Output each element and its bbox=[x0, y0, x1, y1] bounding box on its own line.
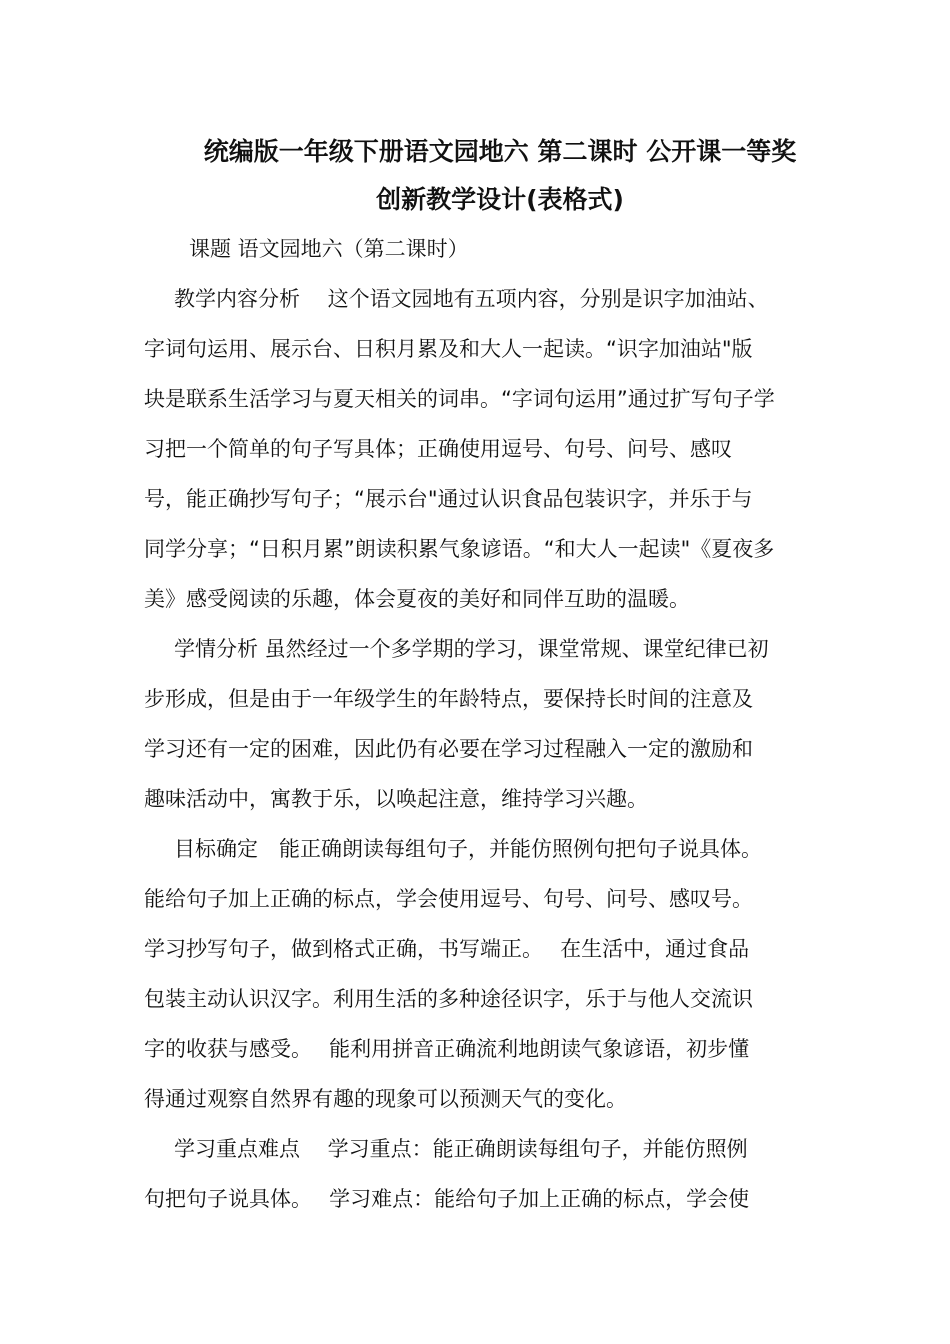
text-line: 目标确定 能正确朗读每组句子，并能仿照例句把句子说具体。 bbox=[174, 837, 762, 861]
subject-line: 课题 语文园地六（第二课时） bbox=[189, 237, 469, 261]
text-line: 学情分析 虽然经过一个多学期的学习，课堂常规、课堂纪律已初 bbox=[174, 637, 769, 661]
text-line: 块是联系生活学习与夏天相关的词串。“字词句运用”通过扩写句子学 bbox=[144, 387, 775, 411]
text-line: 学习重点难点 学习重点：能正确朗读每组句子，并能仿照例 bbox=[174, 1137, 748, 1161]
document-title-line-2: 创新教学设计(表格式) bbox=[376, 185, 624, 214]
text-line: 趣味活动中，寓教于乐，以唤起注意，维持学习兴趣。 bbox=[144, 787, 648, 811]
text-line: 习把一个简单的句子写具体；正确使用逗号、句号、问号、感叹 bbox=[144, 437, 732, 461]
text-line: 步形成，但是由于一年级学生的年龄特点，要保持长时间的注意及 bbox=[144, 687, 753, 711]
text-line: 能给句子加上正确的标点，学会使用逗号、句号、问号、感叹号。 bbox=[144, 887, 753, 911]
text-line: 美》感受阅读的乐趣，体会夏夜的美好和同伴互助的温暖。 bbox=[144, 587, 690, 611]
text-line: 教学内容分析 这个语文园地有五项内容，分别是识字加油站、 bbox=[174, 287, 769, 311]
text-line: 字的收获与感受。 能利用拼音正确流利地朗读气象谚语，初步懂 bbox=[144, 1037, 750, 1061]
text-line: 号，能正确抄写句子；“展示台"通过认识食品包装识字，并乐于与 bbox=[144, 487, 753, 511]
text-line: 学习还有一定的困难，因此仍有必要在学习过程融入一定的激励和 bbox=[144, 737, 753, 761]
document-title-line-1: 统编版一年级下册语文园地六 第二课时 公开课一等奖 bbox=[203, 137, 797, 166]
text-line: 包装主动认识汉字。利用生活的多种途径识字，乐于与他人交流识 bbox=[144, 987, 753, 1011]
text-line: 同学分享；“日积月累”朗读积累气象谚语。“和大人一起读"《夏夜多 bbox=[144, 537, 775, 561]
text-line: 字词句运用、展示台、日积月累及和大人一起读。“识字加油站"版 bbox=[144, 337, 753, 361]
text-line: 句把句子说具体。 学习难点：能给句子加上正确的标点，学会使 bbox=[144, 1187, 750, 1211]
text-line: 得通过观察自然界有趣的现象可以预测天气的变化。 bbox=[144, 1087, 627, 1111]
text-line: 学习抄写句子，做到格式正确，书写端正。 在生活中，通过食品 bbox=[144, 937, 750, 961]
